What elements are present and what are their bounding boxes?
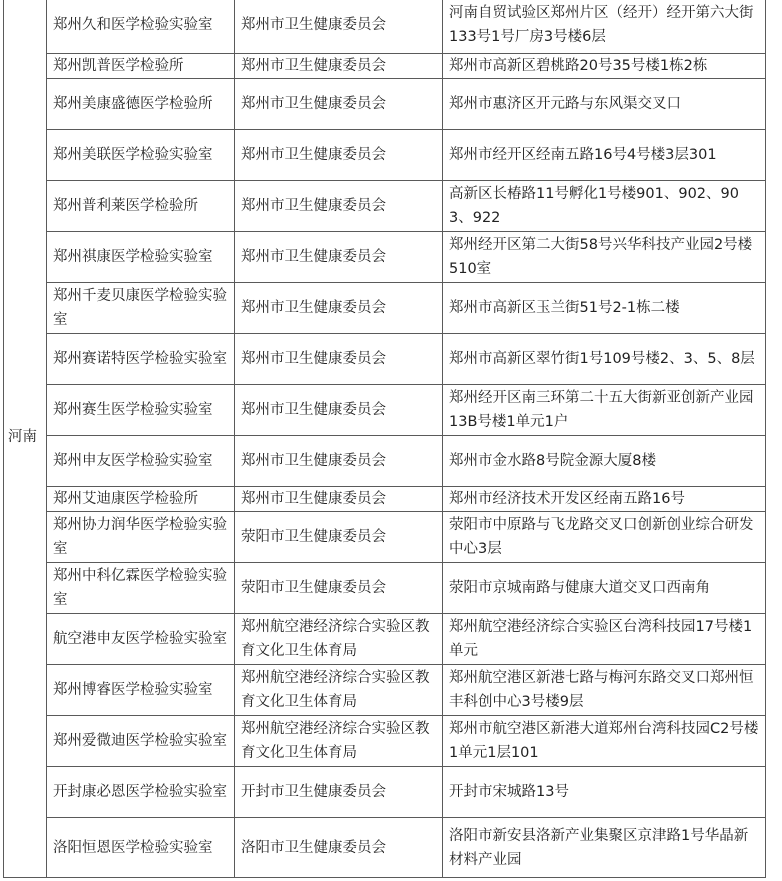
lab-registry-table (3, 0, 766, 878)
table-row (4, 334, 766, 385)
table-row (4, 181, 766, 232)
lab-name-cell: 郑州久和医学检验实验室 (47, 0, 235, 54)
table-row (4, 716, 766, 767)
authority-cell: 洛阳市卫生健康委员会 (235, 818, 443, 878)
address-cell: 郑州市金水路8号院金源大厦8楼 (443, 436, 766, 487)
lab-name-cell: 郑州申友医学检验实验室 (47, 436, 235, 487)
address-cell: 开封市宋城路13号 (443, 767, 766, 818)
lab-name-cell: 郑州美联医学检验实验室 (47, 130, 235, 181)
address-cell: 郑州市惠济区开元路与东风渠交叉口 (443, 79, 766, 130)
address-cell: 郑州市航空港区新港大道郑州台湾科技园C2号楼1单元1层101 (443, 716, 766, 767)
lab-name-cell: 郑州普利莱医学检验所 (47, 181, 235, 232)
table-row (4, 767, 766, 818)
table-row (4, 130, 766, 181)
lab-name-cell: 郑州凯普医学检验所 (47, 54, 235, 79)
lab-name-cell: 郑州爱微迪医学检验实验室 (47, 716, 235, 767)
authority-cell: 郑州航空港经济综合实验区教育文化卫生体育局 (235, 614, 443, 665)
table-row (4, 563, 766, 614)
authority-cell: 荥阳市卫生健康委员会 (235, 563, 443, 614)
address-cell: 郑州市高新区碧桃路20号35号楼1栋2栋 (443, 54, 766, 79)
authority-cell: 郑州航空港经济综合实验区教育文化卫生体育局 (235, 716, 443, 767)
address-cell: 郑州市经开区经南五路16号4号楼3层301 (443, 130, 766, 181)
authority-cell: 郑州市卫生健康委员会 (235, 487, 443, 512)
table-row (4, 436, 766, 487)
address-cell: 高新区长椿路11号孵化1号楼901、902、903、922 (443, 181, 766, 232)
address-cell: 洛阳市新安县洛新产业集聚区京津路1号华晶新材料产业园 (443, 818, 766, 878)
lab-name-cell: 郑州博睿医学检验实验室 (47, 665, 235, 716)
address-cell: 郑州市经济技术开发区经南五路16号 (443, 487, 766, 512)
address-cell: 荥阳市京城南路与健康大道交叉口西南角 (443, 563, 766, 614)
table-body (4, 0, 766, 878)
authority-cell: 荥阳市卫生健康委员会 (235, 512, 443, 563)
address-cell: 河南自贸试验区郑州片区（经开）经开第六大街133号1号厂房3号楼6层 (443, 0, 766, 54)
authority-cell: 郑州市卫生健康委员会 (235, 232, 443, 283)
authority-cell: 开封市卫生健康委员会 (235, 767, 443, 818)
table-row (4, 54, 766, 79)
lab-name-cell: 开封康必恩医学检验实验室 (47, 767, 235, 818)
lab-name-cell: 航空港申友医学检验实验室 (47, 614, 235, 665)
table-row (4, 614, 766, 665)
authority-cell: 郑州市卫生健康委员会 (235, 181, 443, 232)
lab-name-cell: 郑州赛诺特医学检验实验室 (47, 334, 235, 385)
address-cell: 荥阳市中原路与飞龙路交叉口创新创业综合研发中心3层 (443, 512, 766, 563)
address-cell: 郑州市高新区玉兰街51号2-1栋二楼 (443, 283, 766, 334)
lab-name-cell: 郑州美康盛德医学检验所 (47, 79, 235, 130)
authority-cell: 郑州市卫生健康委员会 (235, 0, 443, 54)
address-cell: 郑州航空港区新港七路与梅河东路交叉口郑州恒丰科创中心3号楼9层 (443, 665, 766, 716)
lab-name-cell: 郑州赛生医学检验实验室 (47, 385, 235, 436)
address-cell: 郑州经开区第二大街58号兴华科技产业园2号楼510室 (443, 232, 766, 283)
authority-cell: 郑州市卫生健康委员会 (235, 130, 443, 181)
address-cell: 郑州经开区南三环第二十五大街新亚创新产业园13B号楼1单元1户 (443, 385, 766, 436)
authority-cell: 郑州市卫生健康委员会 (235, 436, 443, 487)
table-row (4, 665, 766, 716)
authority-cell: 郑州市卫生健康委员会 (235, 385, 443, 436)
authority-cell: 郑州航空港经济综合实验区教育文化卫生体育局 (235, 665, 443, 716)
table-row (4, 512, 766, 563)
lab-name-cell: 郑州协力润华医学检验实验室 (47, 512, 235, 563)
table-row (4, 0, 766, 54)
table-row (4, 385, 766, 436)
table-row (4, 283, 766, 334)
table-row (4, 818, 766, 878)
table-row (4, 487, 766, 512)
province-cell: 河南 (4, 0, 47, 878)
table-row (4, 79, 766, 130)
lab-name-cell: 郑州中科亿霖医学检验实验室 (47, 563, 235, 614)
authority-cell: 郑州市卫生健康委员会 (235, 79, 443, 130)
authority-cell: 郑州市卫生健康委员会 (235, 54, 443, 79)
lab-name-cell: 郑州千麦贝康医学检验实验室 (47, 283, 235, 334)
address-cell: 郑州航空港经济综合实验区台湾科技园17号楼1单元 (443, 614, 766, 665)
authority-cell: 郑州市卫生健康委员会 (235, 283, 443, 334)
authority-cell: 郑州市卫生健康委员会 (235, 334, 443, 385)
lab-name-cell: 洛阳恒恩医学检验实验室 (47, 818, 235, 878)
table-row (4, 232, 766, 283)
address-cell: 郑州市高新区翠竹街1号109号楼2、3、5、8层 (443, 334, 766, 385)
lab-name-cell: 郑州祺康医学检验实验室 (47, 232, 235, 283)
lab-name-cell: 郑州艾迪康医学检验所 (47, 487, 235, 512)
